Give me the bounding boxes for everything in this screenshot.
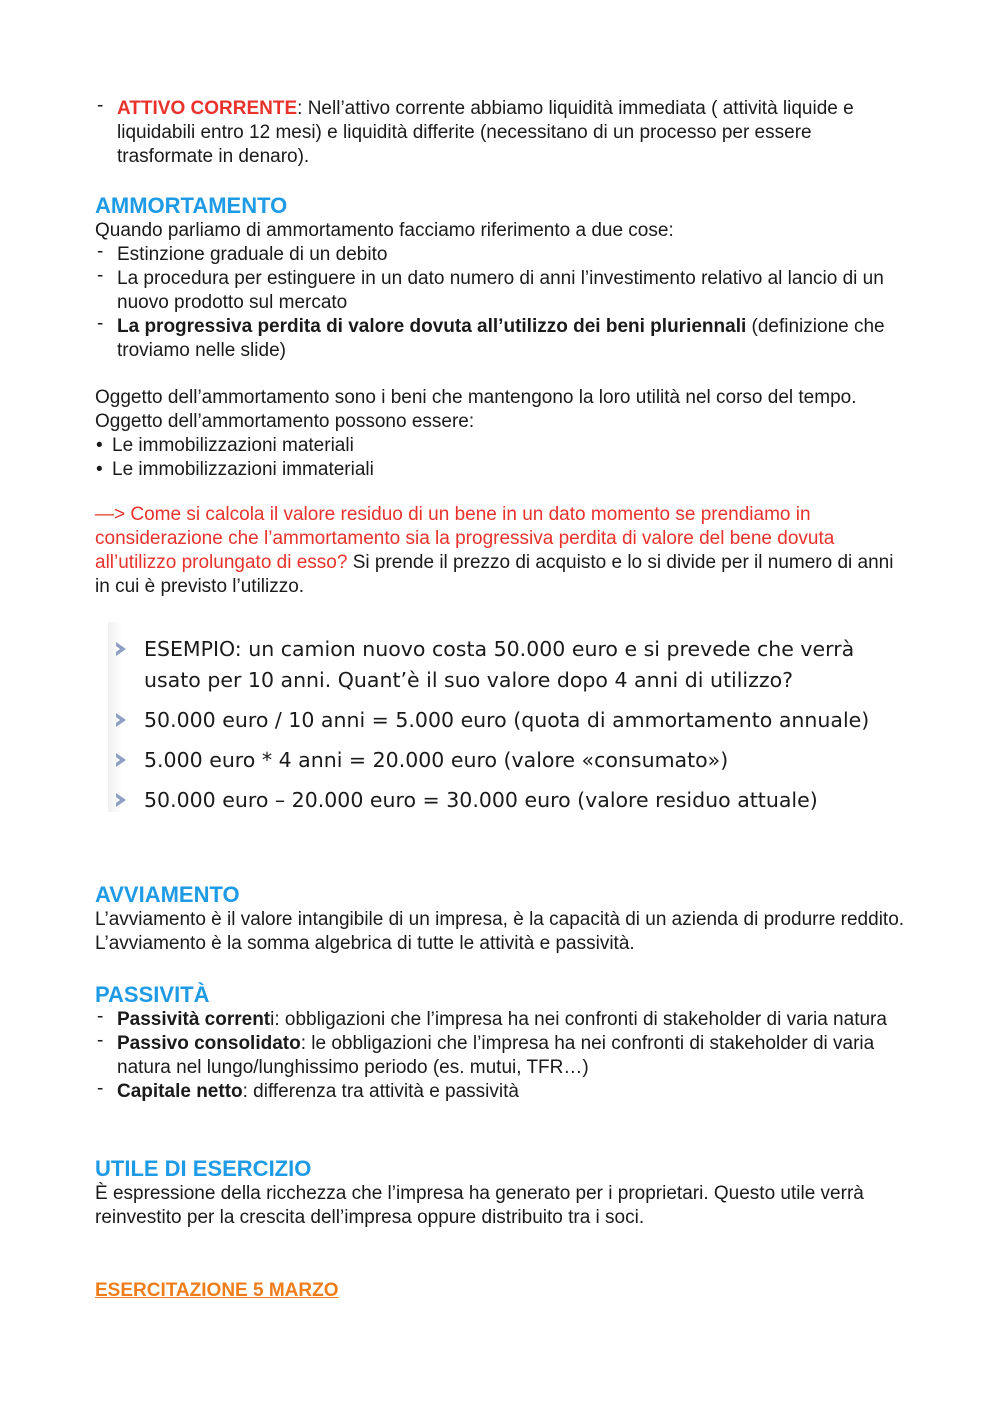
utile-heading: UTILE DI ESERCIZIO	[95, 1156, 312, 1181]
question-paragraph	[95, 503, 905, 599]
avviamento-heading: AVVIAMENTO	[95, 882, 240, 907]
list-item	[95, 1008, 905, 1032]
list-item	[95, 315, 905, 363]
passivita-list	[95, 1008, 905, 1104]
attivo-corrente-text: : Nell’attivo corrente abbiamo liquidità immediata ( attività liquide e liquidabili entro 12 mesi) e liquidità differite (necessitano di un processo per essere trasformate in denaro).	[117, 98, 854, 167]
passivita-heading: PASSIVITÀ	[95, 982, 210, 1007]
slide-item	[108, 634, 904, 696]
ammortamento-intro: Quando parliamo di ammortamento facciamo riferimento a due cose:	[95, 220, 674, 241]
answer-text: Si prende il prezzo di acquisto e lo si divide per il numero di anni in cui è previsto l’utilizzo.	[95, 552, 894, 597]
list-item: • Le immobilizzazioni immateriali	[95, 458, 905, 482]
utile-text: È espressione della ricchezza che l’impresa ha generato per i proprietari. Questo utile verrà reinvestito per la crescita dell’impresa oppure distribuito tra i soci.	[95, 1183, 864, 1228]
list-item: - Estinzione graduale di un debito	[95, 243, 905, 267]
attivo-list	[95, 97, 905, 169]
item-term: Passivo consolidato	[117, 1033, 301, 1054]
list-item: - La procedura per estinguere in un dato numero di anni l’investimento relativo al lancio di un nuovo prodotto sul mercato	[95, 267, 905, 315]
item-description: i: obbligazioni che l’impresa ha nei confronti di stakeholder di varia natura	[270, 1009, 887, 1030]
definition-note: (definizione che troviamo nelle slide)	[117, 316, 885, 361]
slide-item-text: 50.000 euro – 20.000 euro = 30.000 euro (valore residuo attuale)	[144, 788, 818, 812]
item-description: : le obbligazioni che l’impresa ha nei confronti di stakeholder di varia natura nel lungo/lunghissimo periodo (es. mutui, TFR…)	[117, 1033, 875, 1078]
arrow-bullet-icon	[116, 642, 126, 656]
example-slide	[108, 622, 904, 812]
avviamento-section	[95, 882, 905, 956]
ammortamento-list	[95, 243, 905, 363]
slide-item-text: ESEMPIO: un camion nuovo costa 50.000 euro e si prevede che verrà usato per 10 anni. Quant’è il suo valore dopo 4 anni di utilizzo?	[144, 637, 855, 692]
attivo-corrente-label: ATTIVO CORRENTE	[117, 98, 298, 119]
list-item	[95, 97, 905, 169]
esercitazione-heading: ESERCITAZIONE 5 MARZO	[95, 1280, 339, 1301]
oggetto-text: Oggetto dell’ammortamento sono i beni che mantengono la loro utilità nel corso del tempo. Oggetto dell’ammortamento possono essere:	[95, 387, 857, 432]
list-item	[95, 1080, 905, 1104]
slide-item-text: 5.000 euro * 4 anni = 20.000 euro (valore «consumato»)	[144, 748, 729, 772]
slide-item	[108, 785, 904, 816]
ammortamento-heading: AMMORTAMENTO	[95, 193, 288, 218]
question-section	[95, 503, 905, 599]
attivo-corrente-section	[95, 97, 905, 169]
slide-item	[108, 745, 904, 776]
slide-item	[108, 705, 904, 736]
oggetto-section	[95, 386, 905, 482]
question-text: —> Come si calcola il valore residuo di un bene in un dato momento se prendiamo in considerazione che l’ammortamento sia la progressiva perdita di valore del bene dovuta all’utilizzo prolungato di esso?	[95, 504, 835, 573]
avviamento-text: L’avviamento è il valore intangibile di un impresa, è la capacità di un azienda di produrre reddito. L’avviamento è la somma algebrica di tutte le attività e passività.	[95, 909, 905, 954]
definition-bold: La progressiva perdita di valore dovuta all’utilizzo dei beni pluriennali	[117, 316, 747, 337]
item-term: Capitale netto	[117, 1081, 243, 1102]
ammortamento-section	[95, 193, 905, 363]
immobilizzazioni-list	[95, 434, 905, 482]
passivita-section	[95, 982, 905, 1104]
utile-section	[95, 1156, 905, 1230]
arrow-bullet-icon	[116, 753, 126, 767]
esercitazione-section	[95, 1279, 905, 1303]
arrow-bullet-icon	[116, 713, 126, 727]
list-item	[95, 1032, 905, 1080]
list-item: • Le immobilizzazioni materiali	[95, 434, 905, 458]
item-term: Passività corrent	[117, 1009, 271, 1030]
slide-item-text: 50.000 euro / 10 anni = 5.000 euro (quota di ammortamento annuale)	[144, 708, 870, 732]
slide-list	[108, 634, 904, 816]
item-description: : differenza tra attività e passività	[242, 1081, 519, 1102]
arrow-bullet-icon	[116, 793, 126, 807]
